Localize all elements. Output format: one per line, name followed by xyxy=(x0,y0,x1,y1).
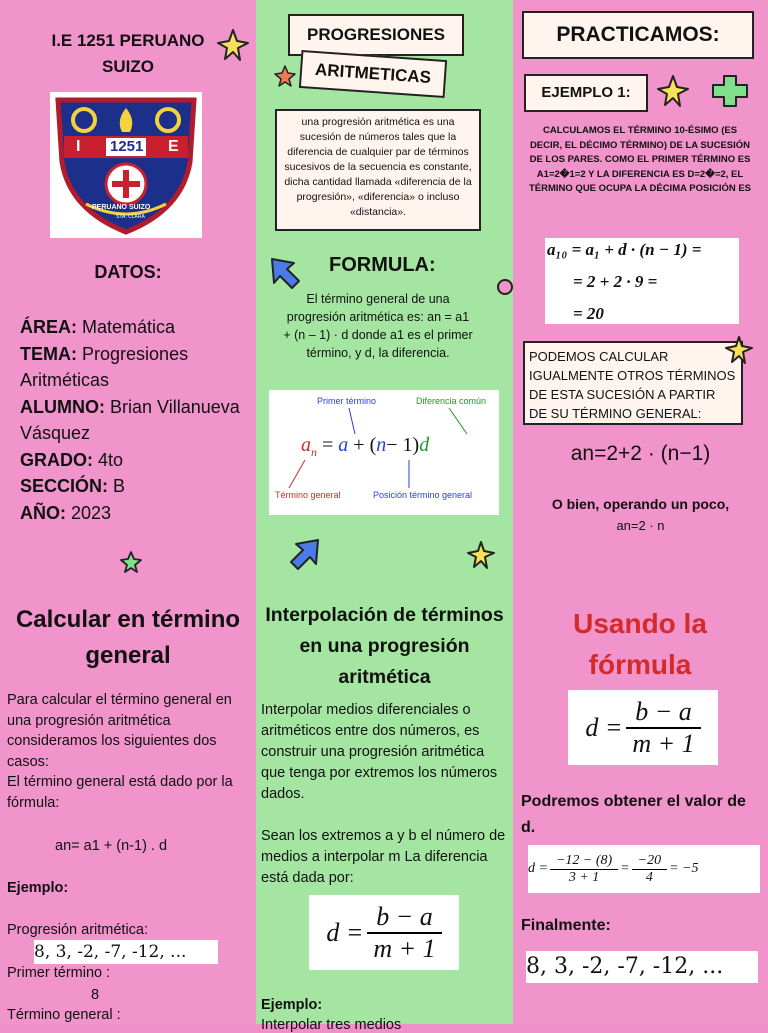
interp-title: Interpolación de términos en una progresión aritmética xyxy=(265,604,504,688)
interp-fraction xyxy=(309,895,459,970)
frac xyxy=(626,697,700,759)
star-icon xyxy=(656,74,690,108)
calc-d-lhs: d = xyxy=(528,861,548,876)
interp-ejemplo-label: Ejemplo: xyxy=(261,997,323,1013)
field-label: GRADO: xyxy=(20,449,93,470)
field-tema xyxy=(20,341,245,394)
practicamos-title: PRACTICAMOS: xyxy=(522,11,754,59)
label-diferencia-comun: Diferencia común xyxy=(416,396,487,406)
podremos-text: Podremos obtener el valor de d. xyxy=(521,793,746,836)
field-value: Matemática xyxy=(82,317,176,337)
crest-right-letter: E xyxy=(168,138,179,155)
field-value: 4to xyxy=(98,449,124,470)
calc-ejemplo-label: Ejemplo: xyxy=(7,880,69,896)
field-seccion xyxy=(20,473,245,500)
usando-title: Usando la fórmula xyxy=(573,608,707,680)
usando-fraction xyxy=(568,690,718,765)
calc-formula: an= a1 + (n-1) . d xyxy=(55,838,168,854)
formula-expression xyxy=(301,434,429,460)
school-name: I.E 1251 PERUANO SUIZO xyxy=(51,31,205,76)
crest-place: STA. CLARA xyxy=(116,214,145,220)
crest-left-letter: I xyxy=(76,138,81,155)
an-simple: an=2 · n xyxy=(616,518,665,533)
title-progresiones-box: PROGRESIONES xyxy=(288,14,464,56)
paren-close: ) xyxy=(412,434,420,456)
definition-box: una progresión aritmética es una sucesión de números tales que la diferencia de cualquier par de términos sucesivos de la secuencia es constante, dicha cantidad llamada «diferencia de la progresión», «diferencia» o incluso «distancia». xyxy=(275,109,481,231)
frac-lhs: d = xyxy=(326,917,364,947)
calc-den-1: 3 + 1 xyxy=(568,869,600,885)
frac-den: m + 1 xyxy=(373,933,436,963)
formula-text: El término general de una progresión aritmética es: an = a1 + (n – 1) · d donde a1 es el primer término, y d, la diferencia. xyxy=(283,292,473,360)
calc-num-2: −20 xyxy=(632,853,667,870)
frac-num: b − a xyxy=(626,697,700,729)
primer-termino-label: Primer término : xyxy=(7,965,111,981)
interp-body: Interpolar medios diferenciales o aritméticos entre dos números, es construir una progresión aritmética que tenga por extremos los números dados. Sean los extremos a y b el número de medios a interpolar m La diferencia está dada por: xyxy=(261,702,506,886)
field-value: Brian Villanueva Vásquez xyxy=(20,396,240,443)
label-termino-general: Término general xyxy=(275,490,341,500)
plus-sign: + xyxy=(353,434,365,456)
field-value: B xyxy=(113,476,126,496)
field-area xyxy=(20,314,245,341)
an-term: a xyxy=(301,434,311,456)
progresion-label: Progresión aritmética: xyxy=(7,922,149,938)
small-star-icon xyxy=(119,550,143,574)
calc-result: = −5 xyxy=(669,861,699,876)
datos-title: DATOS: xyxy=(94,262,162,282)
frac-den: m + 1 xyxy=(632,728,695,758)
progresion-seq-box: 8, 3, -2, -7, -12, ... xyxy=(34,940,218,964)
field-label: AÑO: xyxy=(20,502,66,523)
title-aritmeticas-box: ARITMETICAS xyxy=(299,50,447,98)
obien-text: O bien, operando un poco, xyxy=(551,496,730,512)
formula-title: FORMULA: xyxy=(329,254,436,276)
math-box xyxy=(545,238,739,324)
calc-title: Calcular en término general xyxy=(15,606,241,669)
crest-motto: PERUANO SUIZO xyxy=(92,204,151,211)
calc-d-box xyxy=(528,845,760,893)
interp-ejemplo-cut: Interpolar tres medios xyxy=(261,1017,402,1033)
formula-circle-icon xyxy=(497,279,513,295)
math-line-2: = 2 + 2 · 9 = xyxy=(573,272,658,291)
field-label: TEMA: xyxy=(20,343,77,364)
star-icon xyxy=(466,540,496,570)
termino-general-label: Término general : xyxy=(7,1007,121,1023)
calc-body: Para calcular el término general en una progresión aritmética consideramos los siguientes dos casos: El término general está dado por la fórmula: xyxy=(7,692,233,811)
ejemplo-text: CALCULAMOS EL TÉRMINO 10-ÉSIMO (ES DECIR, EL DÉCIMO TÉRMINO) DE LA SUCESIÓN DE LOS PARES. COMO EL PRIMER TÉRMINO ES A1=2�1=2 Y LA DIFERENCIA ES D=2�=2, EL TÉRMINO QUE OCUPA LA DÉCIMA POSICIÓN ES xyxy=(528,125,752,195)
calc-frac-1 xyxy=(550,853,618,886)
podemos-box: PODEMOS CALCULAR IGUALMENTE OTROS TÉRMINOS DE ESTA SUCESIÓN A PARTIR DE SU TÉRMINO GENERAL: xyxy=(523,341,743,425)
plus-icon xyxy=(711,74,749,108)
n-term: n xyxy=(376,434,387,456)
label-primer-termino: Primer término xyxy=(317,396,377,406)
a-term: a xyxy=(338,434,349,456)
ejemplo-1-box: EJEMPLO 1: xyxy=(524,74,648,112)
paren-open: ( xyxy=(369,434,377,456)
field-value: 2023 xyxy=(71,502,112,523)
an-sub: n xyxy=(311,445,317,459)
calc-den-2: 4 xyxy=(645,869,653,885)
frac-lhs: d = xyxy=(585,712,623,742)
field-label: ÁREA: xyxy=(20,317,77,337)
minus-one: − 1 xyxy=(386,434,413,456)
datos-list xyxy=(20,314,245,526)
math-line-3: = 20 xyxy=(573,304,604,323)
crest-number: 1251 xyxy=(110,138,144,155)
field-value: Progresiones Aritméticas xyxy=(20,343,189,390)
star-icon xyxy=(216,28,250,62)
star-icon xyxy=(724,335,754,365)
field-label: SECCIÓN: xyxy=(20,476,109,496)
frac xyxy=(367,902,441,964)
finalmente-label: Finalmente: xyxy=(521,917,611,934)
arrow-icon xyxy=(288,536,324,572)
eq-sign: = xyxy=(322,434,334,456)
formula-diagram xyxy=(269,390,499,515)
calc-eq: = xyxy=(620,861,630,876)
field-grado xyxy=(20,447,245,474)
school-crest xyxy=(50,92,202,238)
d-term: d xyxy=(419,434,430,456)
orange-star-icon xyxy=(273,64,297,88)
final-seq-box: 8, 3, -2, -7, -12, ... xyxy=(526,951,758,983)
primer-termino-value: 8 xyxy=(91,987,100,1003)
field-anio xyxy=(20,500,245,527)
calc-frac-2 xyxy=(632,853,667,886)
field-alumno xyxy=(20,394,245,447)
field-label: ALUMNO: xyxy=(20,396,105,417)
an-formula: an=2+2 · (n−1) xyxy=(570,442,711,465)
calc-num-1: −12 − (8) xyxy=(550,853,618,870)
frac-num: b − a xyxy=(367,902,441,934)
arrow-icon xyxy=(266,255,302,291)
math-line-1: a₁₀ = a₁ + d · (n − 1) = xyxy=(547,240,702,259)
label-posicion-termino: Posición término general xyxy=(373,490,473,500)
